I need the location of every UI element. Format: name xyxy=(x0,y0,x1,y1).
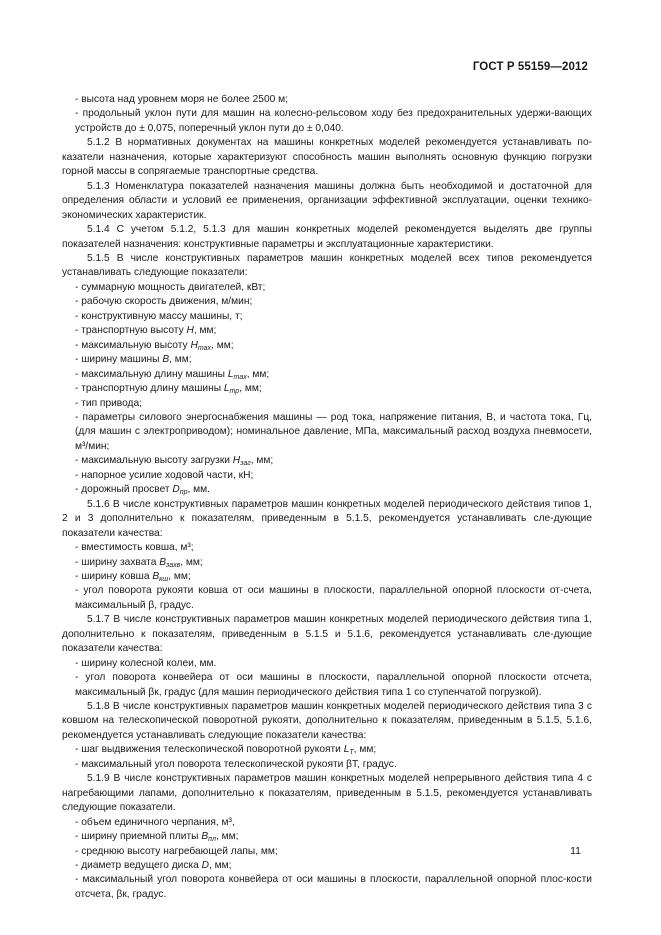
list-item: - максимальную высоту $Н_{max}$, мм; xyxy=(75,339,234,352)
clause-5-1-6: 5.1.6 В числе конструктивных параметров машин конкретных моделей периодического действия типов 1, 2 и 3 дополнительно к показателям, приведенным в 5.1.5, рекомендуется устанавливать сле-дующие показатели качества: xyxy=(62,498,592,539)
clause-5-1-3: 5.1.3 Номенклатура показателей назначения машины должна быть необходимой и достаточной для определения области и условий ее применения, организации эффективной эксплуатации, оценки технико-экономических характеристик. xyxy=(62,180,592,221)
list-item: - угол поворота рукояти ковша от оси машины в плоскости, параллельной опорной плоскости от-счета, максимальный β, градус. xyxy=(75,585,592,611)
clause-5-1-8: 5.1.8 В числе конструктивных параметров машин конкретных моделей периодического действия типа 3 с ковшом на телескопической поворотной рукояти, дополнительно к показателям, приведенным в 5.1.5, 5.1.6, рекомендуется устанавливать следующие показатели качества: xyxy=(62,701,592,741)
clause-5-1-4: 5.1.4 С учетом 5.1.2, 5.1.3 для машин конкретных моделей рекомендуется выделять две группы показателей назначения: конструктивные параметры и эксплуатационные характеристики. xyxy=(62,224,592,250)
list-item: - дорожный просвет $D_{пр}$, мм. xyxy=(75,484,211,497)
list-item: - максимальную длину машины $L_{max}$, мм; xyxy=(75,368,270,381)
list-item: - вместимость ковша, м³; xyxy=(75,542,194,554)
list-item: - транспортную длину машины $L_{тр}$, мм; xyxy=(75,383,262,396)
list-item: - напорное усилие ходовой части, кН; xyxy=(75,469,254,481)
list-item: - транспортную высоту Н, мм; xyxy=(75,325,217,337)
list-item: - тип привода; xyxy=(75,397,142,409)
list-item: - рабочую скорость движения, м/мин; xyxy=(75,296,253,308)
clause-5-1-9: 5.1.9 В числе конструктивных параметров машин конкретных моделей непрерывного действия типа 4 с нагребающими лапами, дополнительно к показателям, приведенным в 5.1.5, рекомендуется устанавливать следующие показатели. xyxy=(62,773,592,814)
standard-header: ГОСТ Р 55159—2012 xyxy=(472,61,588,73)
list-item: - объем единичного черпания, м³, xyxy=(75,816,235,828)
list-item: - ширину приемной плиты $В_{пл}$, мм; xyxy=(75,831,239,844)
clause-5-1-5: 5.1.5 В числе конструктивных параметров машин конкретных моделей всех типов рекомендуется устанавливать следующие показатели: xyxy=(62,252,592,279)
list-item: - максимальную высоту загрузки $Н_{заг}$, мм; xyxy=(75,455,274,468)
clause-5-1-7: 5.1.7 В числе конструктивных параметров машин конкретных моделей периодического действия типа 1, дополнительно к показателям, приведенным в 5.1.5 и 5.1.6, рекомендуется устанавливать сле-дующие показатели качества: xyxy=(62,614,592,655)
list-item: - высота над уровнем моря не более 2500 м; xyxy=(75,94,288,105)
list-item: - диаметр ведущего диска D, мм; xyxy=(75,860,232,872)
list-item: - среднюю высоту нагребающей лапы, мм; xyxy=(75,845,278,857)
list-item: - угол поворота конвейера от оси машины в плоскости, параллельной опорной плоскости отсчета, максимальный βк, градус (для машин периодического действия типа 1 со ступенчатой погрузкой). xyxy=(75,672,592,698)
list-item: - ширину захвата $В_{захв}$, мм; xyxy=(75,556,203,569)
list-item: - ширину ковша $В_{кш}$, мм; xyxy=(75,570,191,583)
list-item: - суммарную мощность двигателей, кВт; xyxy=(75,281,266,293)
list-item: - конструктивную массу машины, т; xyxy=(75,310,243,322)
list-item: - параметры силового энергоснабжения машины — род тока, напряжение питания, В, и частота тока, Гц, (для машин с электроприводом); номинальное давление, МПа, максимальный расход воздуха пневмосети, м³/мин; xyxy=(75,411,592,452)
body-text xyxy=(62,93,592,902)
list-item: - максимальный угол поворота телескопической рукояти βТ, градус. xyxy=(75,758,397,770)
list-item: - ширину колесной колеи, мм. xyxy=(75,657,217,669)
clause-5-1-2: 5.1.2 В нормативных документах на машины конкретных моделей рекомендуется устанавливать по-казатели назначения, которые характеризуют способность машин выполнять основную функцию погрузки горной массы в сопрягаемые транспортные средства. xyxy=(62,137,592,178)
list-item: - максимальный угол поворота конвейера от оси машины в плоскости, параллельной опорной плос-кости отсчета, βк, градус. xyxy=(75,874,592,900)
list-item: - продольный уклон пути для машин на колесно-рельсовом ходу без предохранительных удержи-вающих устройств до ± 0,075, поперечный уклон пути до ± 0,040. xyxy=(75,108,592,134)
list-item: - шаг выдвижения телескопической поворотной рукояти $L_Т$, мм; xyxy=(75,744,377,757)
page-number: 11 xyxy=(570,845,581,857)
list-item: - ширину машины В, мм; xyxy=(75,354,192,366)
